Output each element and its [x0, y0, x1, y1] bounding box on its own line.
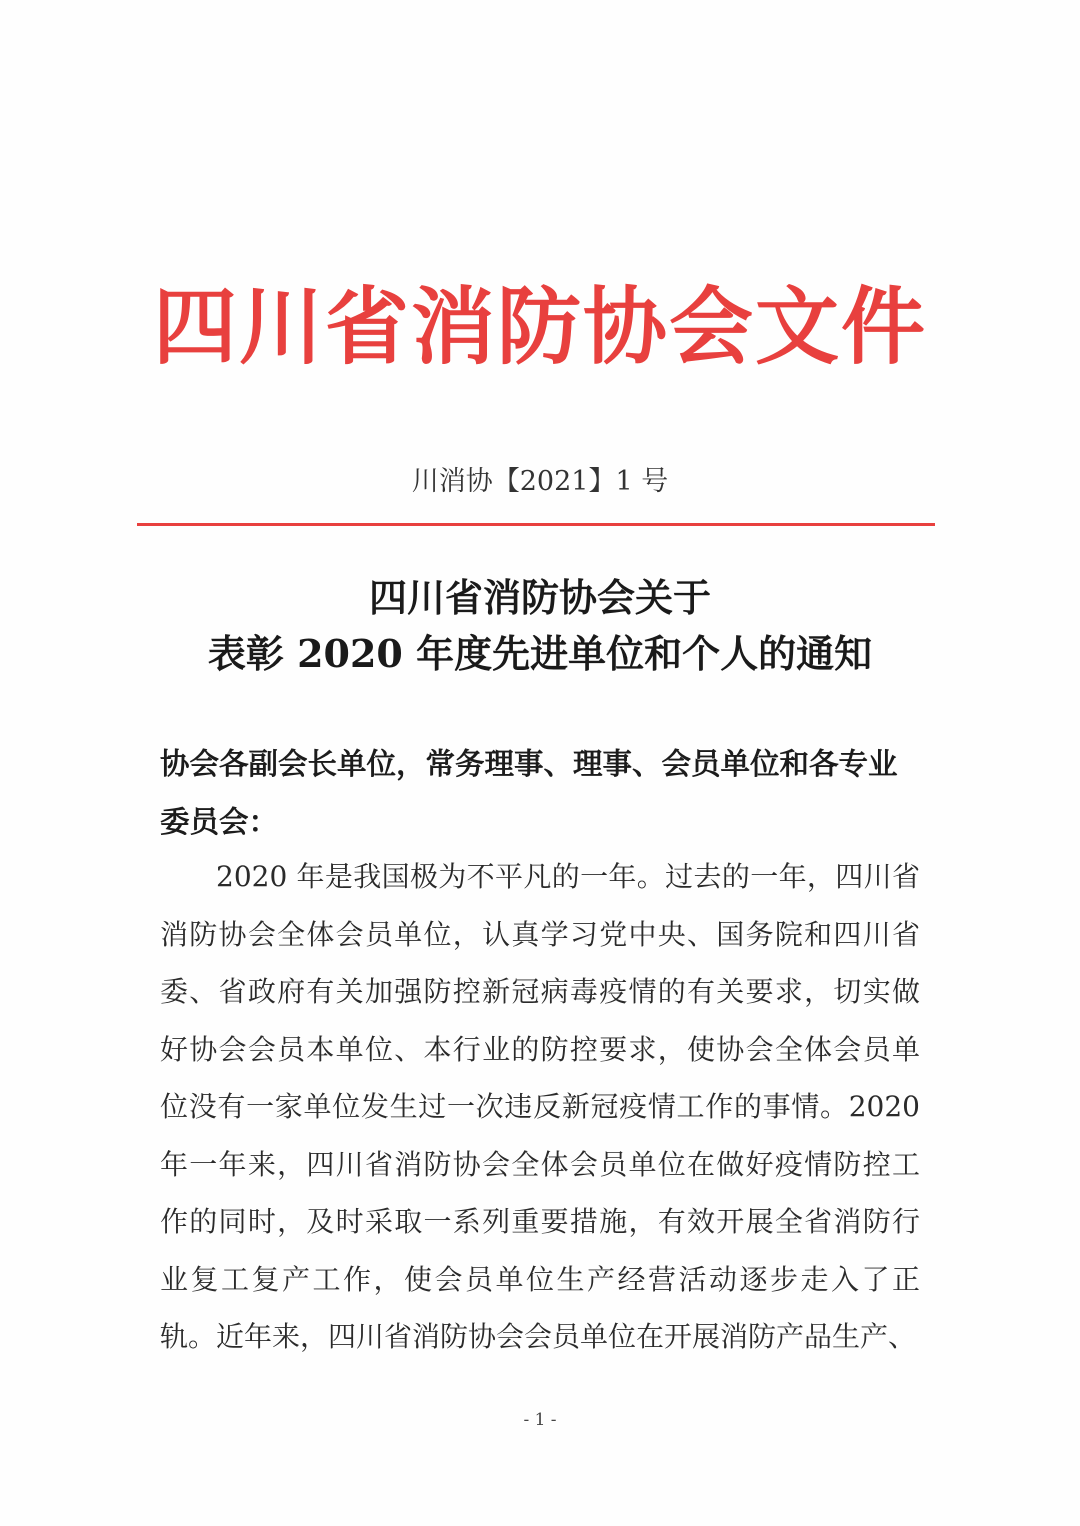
page-number: - 1 -: [523, 1410, 557, 1430]
document-title-line-2: 表彰 2020 年度先进单位和个人的通知: [207, 631, 873, 676]
body-line: 消防协会全体会员单位，认真学习党中央、国务院和四川省: [160, 917, 920, 951]
salutation: 协会各副会长单位，常务理事、理事、会员单位和各专业委员会：: [160, 747, 898, 839]
body-paragraph: [160, 848, 920, 1366]
org-header: 四川省消防协会文件: [152, 278, 927, 376]
body-line: 轨。近年来，四川省消防协会会员单位在开展消防产品生产、: [160, 1320, 917, 1353]
document-number: 川消协【2021】1 号: [411, 466, 669, 497]
body-line: 2020 年是我国极为不平凡的一年。过去的一年，四川省: [216, 860, 920, 893]
body-line: 作的同时，及时采取一系列重要措施，有效开展全省消防行: [160, 1205, 920, 1238]
body-line: 年一年来，四川省消防协会全体会员单位在做好疫情防控工: [160, 1147, 920, 1181]
red-divider: [137, 523, 935, 526]
body-line: 好协会会员本单位、本行业的防控要求，使协会全体会员单: [160, 1032, 920, 1066]
document-title-line-1: 四川省消防协会关于: [368, 575, 711, 620]
body-line: 位没有一家单位发生过一次违反新冠疫情工作的事情。2020: [160, 1090, 920, 1123]
body-line: 业复工复产工作，使会员单位生产经营活动逐步走入了正: [160, 1262, 920, 1296]
body-line: 委、省政府有关加强防控新冠病毒疫情的有关要求，切实做: [160, 975, 920, 1008]
